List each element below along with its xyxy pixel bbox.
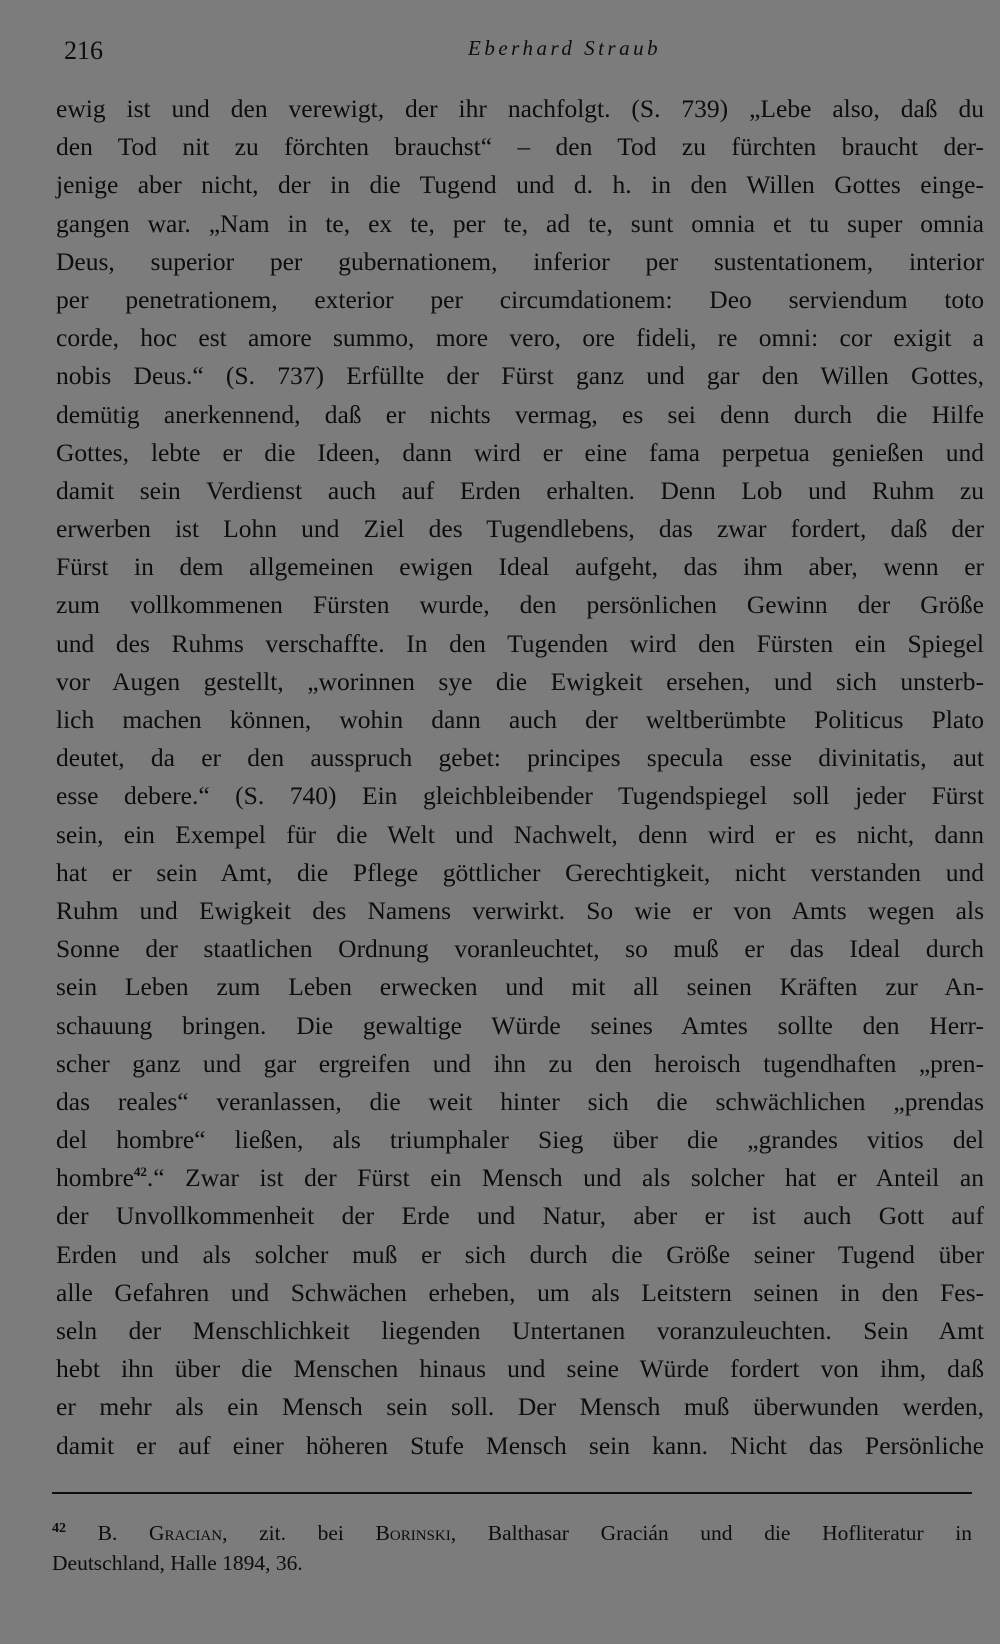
footnote-line: [52, 1518, 972, 1548]
running-head: Eberhard Straub: [468, 36, 662, 60]
footnote: [52, 1518, 972, 1578]
text-line: sein Leben zum Leben erwecken und mit all seinen Kräften zur An-: [56, 972, 984, 1002]
text-line: demütig anerkennend, daß er nichts vermag, es sei denn durch die Hilfe: [56, 399, 984, 429]
text-line: Sonne der staatlichen Ordnung voranleuchtet, so muß er das Ideal durch: [56, 934, 984, 964]
text-line-with-footnote-ref: [56, 1159, 984, 1197]
text-line: den Tod nit zu förchten brauchst“ – den Tod zu fürchten braucht der-: [56, 132, 984, 162]
text-line: Ruhm und Ewigkeit des Namens verwirkt. So wie er von Amts wegen als: [56, 895, 984, 925]
text-line: ewig ist und den verewigt, der ihr nachfolgt. (S. 739) „Lebe also, daß du: [56, 94, 984, 123]
page-number: 216: [64, 36, 103, 65]
page-header: [60, 32, 940, 72]
text-line: zum vollkommenen Fürsten wurde, den persönlichen Gewinn der Größe: [56, 590, 984, 620]
text-line: erwerben ist Lohn und Ziel des Tugendlebens, das zwar fordert, daß der: [56, 514, 984, 544]
text-line: jenige aber nicht, der in die Tugend und d. h. in den Willen Gottes einge-: [56, 170, 984, 200]
text-line: per penetrationem, exterior per circumdationem: Deo serviendum toto: [56, 284, 984, 314]
footnote-separator: [52, 1492, 972, 1494]
text-line: scher ganz und gar ergreifen und ihn zu den heroisch tugendhaften „pren-: [56, 1048, 984, 1078]
text-line: das reales“ veranlassen, die weit hinter sich die schwächlichen „prendas: [56, 1086, 984, 1116]
footnote-line: Deutschland, Halle 1894, 36.: [52, 1551, 303, 1575]
text-line: corde, hoc est amore summo, more vero, ore fideli, re omni: cor exigit a: [56, 323, 984, 353]
text-line: alle Gefahren und Schwächen erheben, um als Leitstern seinen in den Fes-: [56, 1277, 984, 1307]
footnote-author: Borinski: [375, 1521, 451, 1545]
footnote-author: B. Gracian: [97, 1521, 223, 1545]
footnote-text: , Balthasar Gracián und die Hofliteratur in: [450, 1521, 972, 1545]
footnote-reference[interactable]: 42: [133, 1164, 147, 1180]
text-line: gangen war. „Nam in te, ex te, per te, ad te, sunt omnia et tu super omnia: [56, 208, 984, 238]
text-line: del hombre“ ließen, als triumphaler Sieg über die „grandes vitios del: [56, 1125, 984, 1155]
text-line: hat er sein Amt, die Pflege göttlicher Gerechtigkeit, nicht verstanden und: [56, 857, 984, 887]
text-line: und des Ruhms verschaffte. In den Tugenden wird den Fürsten ein Spiegel: [56, 628, 984, 658]
text-line: er mehr als ein Mensch sein soll. Der Mensch muß überwunden werden,: [56, 1392, 984, 1422]
text-line: Gottes, lebte er die Ideen, dann wird er eine fama perpetua genießen und: [56, 437, 984, 467]
text-line: Erden und als solcher muß er sich durch die Größe seiner Tugend über: [56, 1239, 984, 1269]
text-line: der Unvollkommenheit der Erde und Natur, aber er ist auch Gott auf: [56, 1201, 984, 1231]
text-line: Fürst in dem allgemeinen ewigen Ideal aufgeht, das ihm aber, wenn er: [56, 552, 984, 582]
text-line: nobis Deus.“ (S. 737) Erfüllte der Fürst ganz und gar den Willen Gottes,: [56, 361, 984, 391]
text-line: vor Augen gestellt, „worinnen sye die Ewigkeit ersehen, und sich unsterb-: [56, 666, 984, 696]
text-line: esse debere.“ (S. 740) Ein gleichbleibender Tugendspiegel soll jeder Fürst: [56, 781, 984, 811]
body-text: [56, 90, 984, 1465]
text-line: lich machen können, wohin dann auch der weltberümbte Politicus Plato: [56, 705, 984, 734]
text-line: deutet, da er den ausspruch gebet: principes specula esse divinitatis, aut: [56, 743, 984, 773]
text-line: damit er auf einer höheren Stufe Mensch sein kann. Nicht das Persönliche: [56, 1430, 984, 1460]
footnote-marker: 42: [52, 1521, 66, 1536]
text-line: schauung bringen. Die gewaltige Würde seines Amtes sollte den Herr-: [56, 1010, 984, 1040]
text-segment: hombre: [56, 1163, 134, 1193]
text-segment: .“ Zwar ist der Fürst ein Mensch und als solcher hat er Anteil an: [146, 1163, 984, 1193]
text-line: hebt ihn über die Menschen hinaus und seine Würde fordert von ihm, daß: [56, 1354, 984, 1384]
text-line: Deus, superior per gubernationem, inferior per sustentationem, interior: [56, 246, 984, 276]
text-line: seln der Menschlichkeit liegenden Untertanen voranzuleuchten. Sein Amt: [56, 1316, 984, 1345]
text-line: damit sein Verdienst auch auf Erden erhalten. Denn Lob und Ruhm zu: [56, 475, 984, 505]
text-line: sein, ein Exempel für die Welt und Nachwelt, denn wird er es nicht, dann: [56, 819, 984, 849]
footnote-text: , zit. bei: [222, 1521, 376, 1545]
